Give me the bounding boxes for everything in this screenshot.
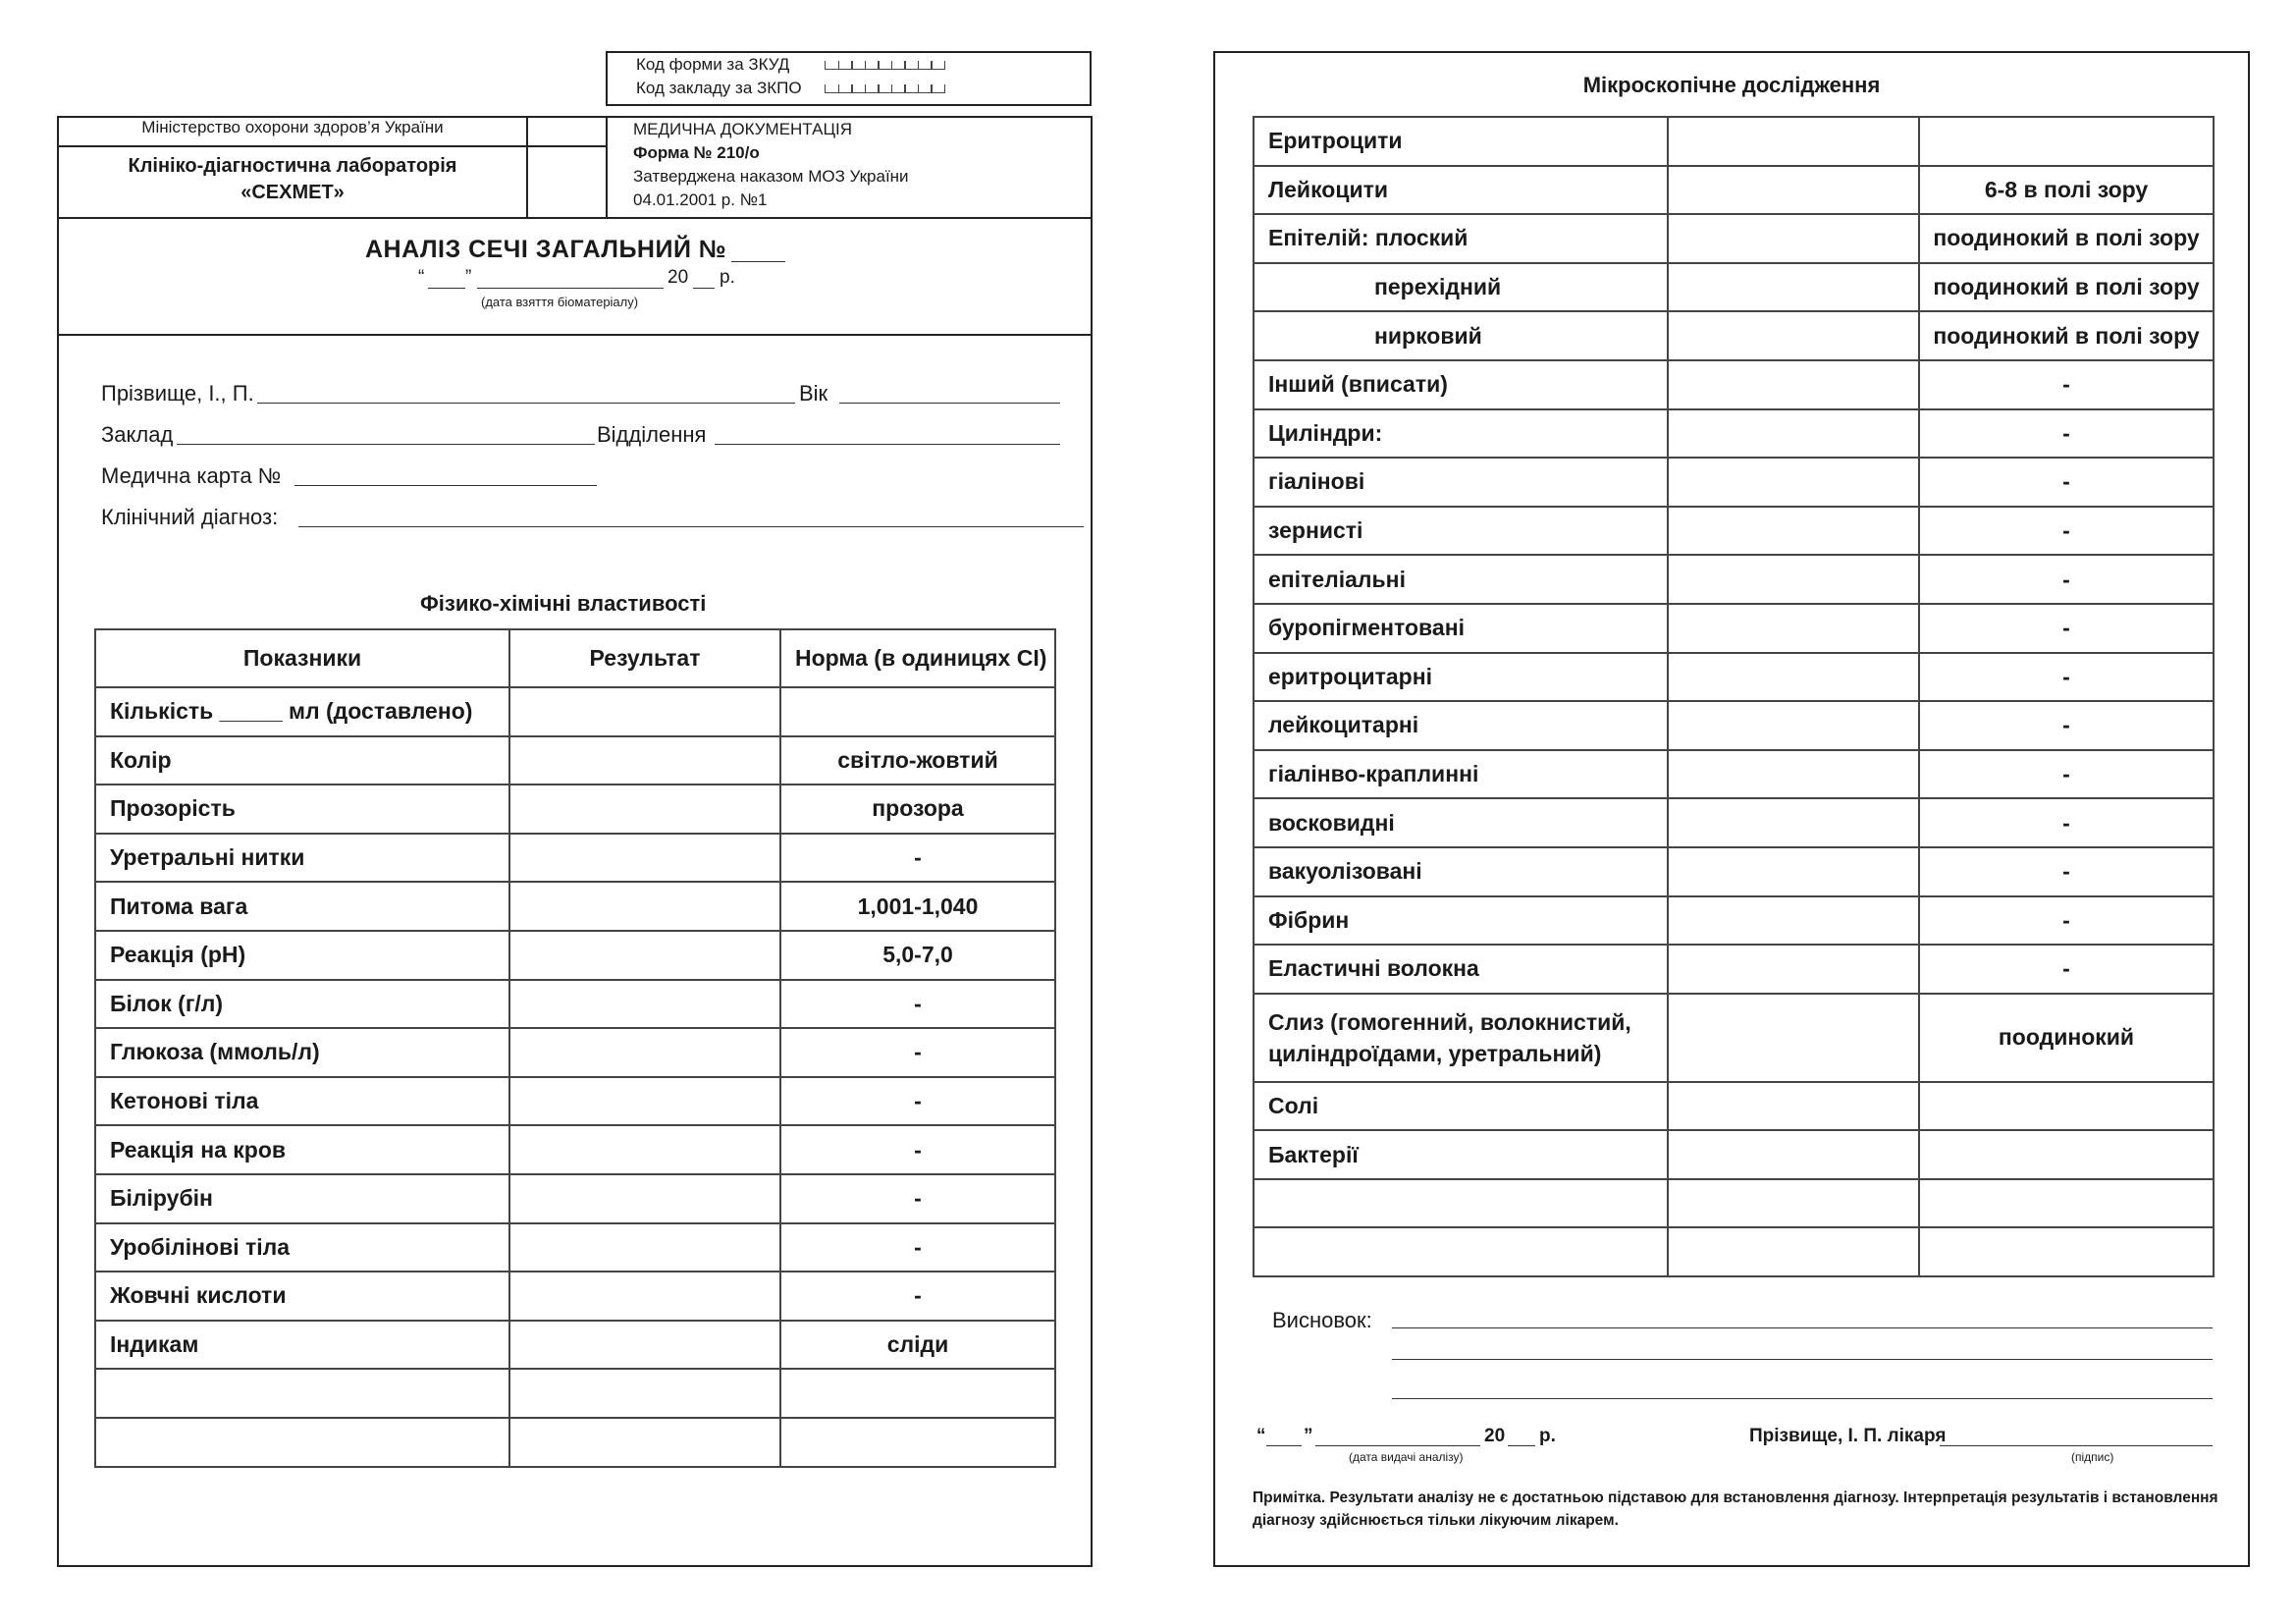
patient-age-label: Вік bbox=[799, 381, 828, 406]
micro-norm bbox=[1919, 1227, 2214, 1276]
micro-indicator bbox=[1254, 1227, 1668, 1276]
date-year-prefix: 20 bbox=[667, 267, 689, 288]
physchem-indicator: Прозорість bbox=[95, 785, 509, 834]
conclusion-line-1[interactable] bbox=[1392, 1327, 2213, 1328]
micro-indicator: Еластичні волокна bbox=[1254, 945, 1668, 994]
physchem-indicator: Питома вага bbox=[95, 882, 509, 931]
micro-indicator: вакуолізовані bbox=[1254, 847, 1668, 896]
lab-name-line2: «СЕХМЕТ» bbox=[240, 182, 345, 203]
diagnosis-label: Клінічний діагноз: bbox=[101, 505, 279, 529]
physchem-result-cell[interactable] bbox=[509, 687, 780, 736]
med-card-label: Медична карта № bbox=[101, 463, 282, 488]
physchem-row bbox=[95, 1272, 1055, 1321]
physchem-norm: - bbox=[780, 834, 1055, 883]
physchem-indicator: Глюкоза (ммоль/л) bbox=[95, 1028, 509, 1077]
physchem-indicator: Індикам bbox=[95, 1321, 509, 1370]
physchem-result-cell[interactable] bbox=[509, 1223, 780, 1272]
micro-norm: - bbox=[1919, 409, 2214, 459]
physchem-norm: - bbox=[780, 1125, 1055, 1174]
physchem-norm bbox=[780, 1369, 1055, 1418]
micro-result-cell[interactable] bbox=[1668, 1130, 1919, 1179]
micro-indicator bbox=[1254, 1179, 1668, 1228]
micro-result-cell[interactable] bbox=[1668, 360, 1919, 409]
department-label: Відділення bbox=[597, 422, 707, 447]
issue-date-month-field[interactable] bbox=[1315, 1445, 1480, 1446]
micro-norm: поодинокий bbox=[1919, 994, 2214, 1082]
physchem-norm: сліди bbox=[780, 1321, 1055, 1370]
physchem-header-result: Результат bbox=[509, 629, 780, 687]
physchem-indicator bbox=[95, 1418, 509, 1467]
micro-row bbox=[1254, 1227, 2214, 1276]
micro-norm: - bbox=[1919, 701, 2214, 750]
micro-result-cell[interactable] bbox=[1668, 311, 1919, 360]
signature-caption: (підпис) bbox=[2071, 1450, 2114, 1464]
micro-result-cell[interactable] bbox=[1668, 896, 1919, 946]
micro-indicator: Бактерії bbox=[1254, 1130, 1668, 1179]
micro-indicator: Циліндри: bbox=[1254, 409, 1668, 459]
physchem-indicator: Колір bbox=[95, 736, 509, 785]
micro-row bbox=[1254, 263, 2214, 312]
physchem-row bbox=[95, 687, 1055, 736]
physchem-row bbox=[95, 785, 1055, 834]
date-quote-close: ” bbox=[465, 267, 472, 288]
micro-indicator: гіалінво-краплинні bbox=[1254, 750, 1668, 799]
micro-norm: поодинокий в полі зору bbox=[1919, 263, 2214, 312]
issue-date-year-suffix: р. bbox=[1539, 1426, 1556, 1446]
title-bottom-line bbox=[57, 334, 1093, 336]
physchem-row bbox=[95, 980, 1055, 1029]
physchem-result-cell[interactable] bbox=[509, 834, 780, 883]
physchem-norm: - bbox=[780, 1174, 1055, 1223]
micro-indicator: Лейкоцити bbox=[1254, 166, 1668, 215]
micro-norm: - bbox=[1919, 798, 2214, 847]
micro-row bbox=[1254, 798, 2214, 847]
micro-indicator: еритроцитарні bbox=[1254, 653, 1668, 702]
conclusion-line-3[interactable] bbox=[1392, 1398, 2213, 1399]
micro-result-cell[interactable] bbox=[1668, 117, 1919, 166]
doctor-signature-field[interactable] bbox=[1940, 1445, 2213, 1446]
physchem-indicator: Білок (г/л) bbox=[95, 980, 509, 1029]
physchem-result-cell[interactable] bbox=[509, 1125, 780, 1174]
med-doc-label: МЕДИЧНА ДОКУМЕНТАЦІЯ bbox=[633, 120, 853, 138]
micro-row bbox=[1254, 653, 2214, 702]
facility-field[interactable] bbox=[177, 444, 595, 445]
micro-result-cell[interactable] bbox=[1668, 458, 1919, 507]
physchem-header-norm: Норма (в одиницях СІ) bbox=[780, 629, 1055, 687]
physchem-result-cell[interactable] bbox=[509, 1077, 780, 1126]
micro-norm bbox=[1919, 1082, 2214, 1131]
micro-result-cell[interactable] bbox=[1668, 750, 1919, 799]
micro-row bbox=[1254, 409, 2214, 459]
micro-norm: - bbox=[1919, 604, 2214, 653]
physchem-result-cell[interactable] bbox=[509, 1369, 780, 1418]
micro-norm bbox=[1919, 117, 2214, 166]
approved-date: 04.01.2001 р. №1 bbox=[633, 190, 768, 209]
patient-age-field[interactable] bbox=[839, 403, 1060, 404]
micro-norm: - bbox=[1919, 653, 2214, 702]
conclusion-line-2[interactable] bbox=[1392, 1359, 2213, 1360]
micro-title: Мікроскопічне дослідження bbox=[1582, 73, 1881, 97]
physchem-row bbox=[95, 736, 1055, 785]
micro-indicator: Слиз (гомогенний, волокнистий, циліндроїдами, уретральний) bbox=[1254, 994, 1668, 1082]
physchem-norm: - bbox=[780, 1272, 1055, 1321]
micro-indicator: Солі bbox=[1254, 1082, 1668, 1131]
date-year-suffix: р. bbox=[720, 267, 735, 288]
physchem-row bbox=[95, 1369, 1055, 1418]
micro-norm: - bbox=[1919, 458, 2214, 507]
micro-row bbox=[1254, 214, 2214, 263]
micro-result-cell[interactable] bbox=[1668, 798, 1919, 847]
micro-indicator: перехідний bbox=[1254, 263, 1668, 312]
physchem-table bbox=[94, 628, 1056, 1468]
issue-date-quote-open: “ bbox=[1256, 1426, 1266, 1446]
lab-name-line1: Клініко-діагностична лабораторія bbox=[128, 155, 457, 177]
micro-row bbox=[1254, 117, 2214, 166]
physchem-norm bbox=[780, 1418, 1055, 1467]
micro-norm: - bbox=[1919, 847, 2214, 896]
physchem-indicator: Кетонові тіла bbox=[95, 1077, 509, 1126]
micro-result-cell[interactable] bbox=[1668, 1082, 1919, 1131]
micro-result-cell[interactable] bbox=[1668, 166, 1919, 215]
micro-indicator: восковидні bbox=[1254, 798, 1668, 847]
micro-row bbox=[1254, 166, 2214, 215]
physchem-norm: - bbox=[780, 980, 1055, 1029]
micro-norm: поодинокий в полі зору bbox=[1919, 311, 2214, 360]
analysis-number-field[interactable] bbox=[731, 261, 785, 262]
disclaimer-note: Примітка. Результати аналізу не є достатньою підставою для встановлення діагнозу. Інтерпретація результатів і встановлення діагнозу здійснюється тільки лікуючим лікарем. bbox=[1253, 1489, 2218, 1529]
micro-indicator: лейкоцитарні bbox=[1254, 701, 1668, 750]
micro-indicator: зернисті bbox=[1254, 507, 1668, 556]
date-year-field[interactable] bbox=[693, 288, 715, 289]
physchem-norm: 5,0-7,0 bbox=[780, 931, 1055, 980]
zkpo-digit-boxes bbox=[825, 81, 944, 98]
med-card-field[interactable] bbox=[294, 485, 597, 486]
analysis-title: АНАЛІЗ СЕЧІ ЗАГАЛЬНИЙ № bbox=[365, 236, 727, 263]
physchem-norm: - bbox=[780, 1223, 1055, 1272]
micro-norm bbox=[1919, 1179, 2214, 1228]
zkud-label: Код форми за ЗКУД bbox=[636, 55, 790, 74]
micro-norm: - bbox=[1919, 945, 2214, 994]
micro-norm: - bbox=[1919, 896, 2214, 946]
physchem-result-cell[interactable] bbox=[509, 736, 780, 785]
physchem-indicator: Уробілінові тіла bbox=[95, 1223, 509, 1272]
physchem-result-cell[interactable] bbox=[509, 1272, 780, 1321]
micro-result-cell[interactable] bbox=[1668, 701, 1919, 750]
micro-indicator: буропігментовані bbox=[1254, 604, 1668, 653]
physchem-row bbox=[95, 834, 1055, 883]
physchem-indicator: Уретральні нитки bbox=[95, 834, 509, 883]
micro-indicator: Епітелій: плоский bbox=[1254, 214, 1668, 263]
micro-row bbox=[1254, 750, 2214, 799]
micro-row bbox=[1254, 1082, 2214, 1131]
micro-indicator: Еритроцити bbox=[1254, 117, 1668, 166]
physchem-norm: прозора bbox=[780, 785, 1055, 834]
micro-row bbox=[1254, 896, 2214, 946]
micro-norm: - bbox=[1919, 750, 2214, 799]
physchem-result-cell[interactable] bbox=[509, 1174, 780, 1223]
micro-row bbox=[1254, 360, 2214, 409]
patient-name-label: Прізвище, І., П. bbox=[101, 381, 254, 406]
issue-date-day-field[interactable] bbox=[1266, 1445, 1302, 1446]
micro-result-cell[interactable] bbox=[1668, 945, 1919, 994]
date-month-field[interactable] bbox=[477, 288, 664, 289]
approved-order: Затверджена наказом МОЗ України bbox=[633, 167, 909, 186]
micro-row bbox=[1254, 945, 2214, 994]
physchem-indicator: Кількість _____ мл (доставлено) bbox=[95, 687, 509, 736]
issue-date-year-field[interactable] bbox=[1508, 1445, 1535, 1446]
micro-norm: 6-8 в полі зору bbox=[1919, 166, 2214, 215]
physchem-result-cell[interactable] bbox=[509, 931, 780, 980]
form-number: Форма № 210/о bbox=[633, 143, 760, 162]
micro-result-cell[interactable] bbox=[1668, 555, 1919, 604]
physchem-result-cell[interactable] bbox=[509, 1321, 780, 1370]
micro-norm: - bbox=[1919, 507, 2214, 556]
physchem-header-indicator: Показники bbox=[95, 629, 509, 687]
micro-indicator: гіалінові bbox=[1254, 458, 1668, 507]
micro-row bbox=[1254, 701, 2214, 750]
micro-row bbox=[1254, 555, 2214, 604]
zkpo-label: Код закладу за ЗКПО bbox=[636, 79, 802, 97]
micro-row bbox=[1254, 311, 2214, 360]
ministry-name: Міністерство охорони здоров’я України bbox=[141, 118, 444, 136]
micro-indicator: Фібрин bbox=[1254, 896, 1668, 946]
header-bottom-line bbox=[57, 217, 1093, 219]
physchem-row bbox=[95, 1223, 1055, 1272]
physchem-norm: світло-жовтий bbox=[780, 736, 1055, 785]
header-divider-2 bbox=[606, 116, 608, 218]
micro-norm bbox=[1919, 1130, 2214, 1179]
physchem-norm: - bbox=[780, 1077, 1055, 1126]
zkud-digit-boxes bbox=[825, 57, 944, 75]
physchem-indicator: Реакція на кров bbox=[95, 1125, 509, 1174]
micro-norm: - bbox=[1919, 360, 2214, 409]
micro-result-cell[interactable] bbox=[1668, 214, 1919, 263]
physchem-row bbox=[95, 1028, 1055, 1077]
diagnosis-field[interactable] bbox=[298, 526, 1084, 527]
micro-result-cell[interactable] bbox=[1668, 1179, 1919, 1228]
physchem-row bbox=[95, 1125, 1055, 1174]
physchem-indicator: Жовчні кислоти bbox=[95, 1272, 509, 1321]
physchem-row bbox=[95, 1174, 1055, 1223]
micro-result-cell[interactable] bbox=[1668, 409, 1919, 459]
patient-name-field[interactable] bbox=[257, 403, 795, 404]
physchem-result-cell[interactable] bbox=[509, 980, 780, 1029]
physchem-indicator: Білірубін bbox=[95, 1174, 509, 1223]
physchem-row bbox=[95, 1321, 1055, 1370]
issue-date-quote-close: ” bbox=[1304, 1426, 1313, 1446]
physchem-norm bbox=[780, 687, 1055, 736]
issue-date-caption: (дата видачі аналізу) bbox=[1349, 1450, 1464, 1464]
physchem-result-cell[interactable] bbox=[509, 785, 780, 834]
micro-indicator: Інший (вписати) bbox=[1254, 360, 1668, 409]
issue-date-year-prefix: 20 bbox=[1484, 1426, 1506, 1446]
physchem-indicator bbox=[95, 1369, 509, 1418]
micro-row bbox=[1254, 604, 2214, 653]
micro-row bbox=[1254, 847, 2214, 896]
physchem-row bbox=[95, 1418, 1055, 1467]
micro-result-cell[interactable] bbox=[1668, 507, 1919, 556]
physchem-norm: 1,001-1,040 bbox=[780, 882, 1055, 931]
physchem-row bbox=[95, 1077, 1055, 1126]
micro-indicator: епітеліальні bbox=[1254, 555, 1668, 604]
micro-result-cell[interactable] bbox=[1668, 604, 1919, 653]
date-caption: (дата взяття біоматеріалу) bbox=[481, 295, 639, 309]
header-ministry-line bbox=[57, 145, 607, 147]
physchem-norm: - bbox=[780, 1028, 1055, 1077]
date-day-field[interactable] bbox=[428, 288, 465, 289]
doctor-name-label: Прізвище, І. П. лікаря bbox=[1749, 1426, 1947, 1446]
micro-result-cell[interactable] bbox=[1668, 263, 1919, 312]
date-quote-open: “ bbox=[418, 267, 425, 288]
department-field[interactable] bbox=[715, 444, 1060, 445]
conclusion-label: Висновок: bbox=[1272, 1308, 1372, 1332]
micro-row bbox=[1254, 458, 2214, 507]
micro-result-cell[interactable] bbox=[1668, 1227, 1919, 1276]
physchem-title: Фізико-хімічні властивості bbox=[420, 591, 707, 616]
micro-indicator: нирковий bbox=[1254, 311, 1668, 360]
micro-result-cell[interactable] bbox=[1668, 653, 1919, 702]
micro-result-cell[interactable] bbox=[1668, 994, 1919, 1082]
micro-norm: поодинокий в полі зору bbox=[1919, 214, 2214, 263]
physchem-row bbox=[95, 882, 1055, 931]
micro-row bbox=[1254, 1130, 2214, 1179]
physchem-result-cell[interactable] bbox=[509, 1418, 780, 1467]
physchem-result-cell[interactable] bbox=[509, 882, 780, 931]
micro-table bbox=[1253, 116, 2215, 1277]
micro-row bbox=[1254, 507, 2214, 556]
micro-row bbox=[1254, 994, 2214, 1082]
micro-row bbox=[1254, 1179, 2214, 1228]
physchem-result-cell[interactable] bbox=[509, 1028, 780, 1077]
micro-result-cell[interactable] bbox=[1668, 847, 1919, 896]
physchem-row bbox=[95, 931, 1055, 980]
micro-norm: - bbox=[1919, 555, 2214, 604]
facility-label: Заклад bbox=[101, 422, 174, 447]
physchem-indicator: Реакція (pH) bbox=[95, 931, 509, 980]
